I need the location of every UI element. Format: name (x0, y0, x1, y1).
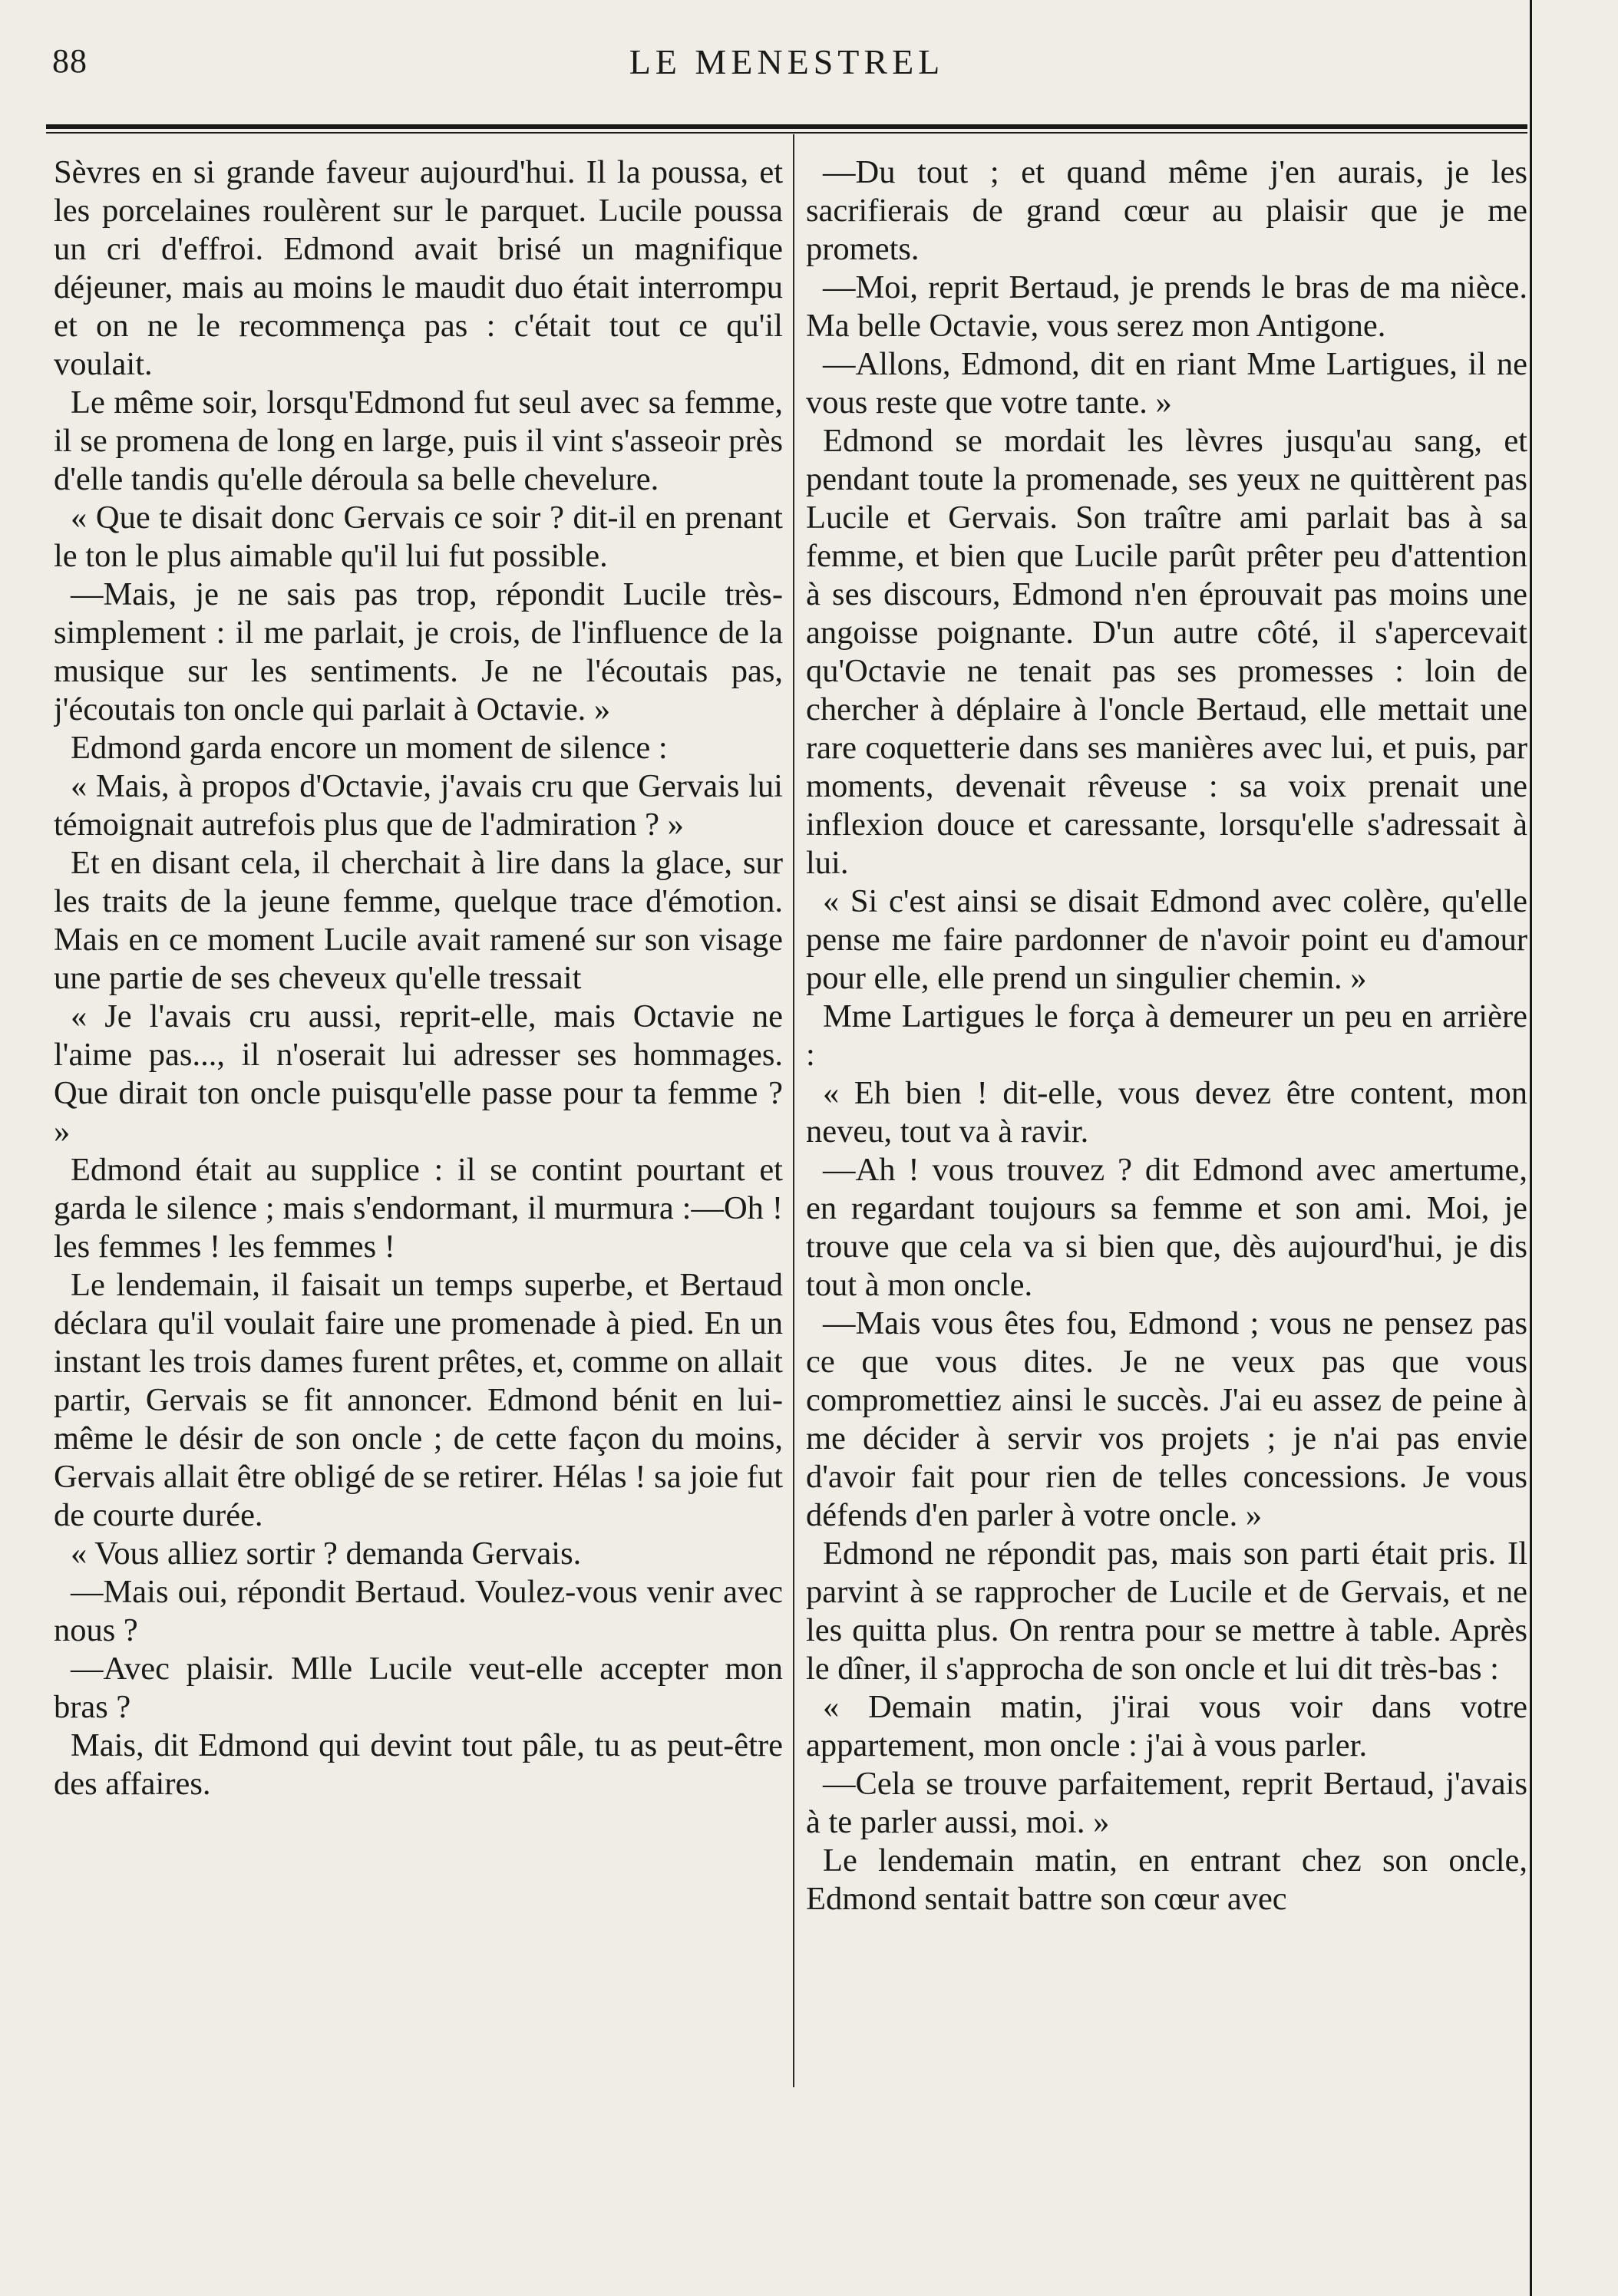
paragraph: Le lendemain, il faisait un temps superbe, et Bertaud déclara qu'il voulait faire une promenade à pied. En un instant les trois dames furent prêtes, et, comme on allait partir, Gervais se fit annoncer. Edmond bénit en lui-même le désir de son oncle ; de cette façon du moins, Gervais allait être obligé de se retirer. Hélas ! sa joie fut de courte durée. (54, 1267, 783, 1533)
page-number: 88 (52, 42, 88, 80)
journal-title: LE MENESTREL (629, 42, 945, 81)
paragraph: Edmond garda encore un moment de silence : (71, 730, 668, 766)
paragraph: Sèvres en si grande faveur aujourd'hui. Il la poussa, et les porcelaines roulèrent sur le parquet. Lucile poussa un cri d'effroi. Edmond avait brisé un magnifique déjeuner, mais au moins le maudit duo était interrompu et on ne le recommença pas : c'était tout ce qu'il voulait. (54, 154, 783, 382)
paragraph: Le même soir, lorsqu'Edmond fut seul avec sa femme, il se promena de long en large, puis il vint s'asseoir près d'elle tandis qu'elle déroula sa belle chevelure. (54, 384, 783, 497)
paragraph: —Moi, reprit Bertaud, je prends le bras de ma nièce. Ma belle Octavie, vous serez mon Antigone. (806, 269, 1527, 344)
paragraph: —Du tout ; et quand même j'en aurais, je les sacrifierais de grand cœur au plaisir que je me promets. (806, 154, 1527, 267)
paragraph: Le lendemain matin, en entrant chez son oncle, Edmond sentait battre son cœur avec (806, 1842, 1527, 1917)
paragraph: Mais, dit Edmond qui devint tout pâle, tu as peut-être des affaires. (54, 1727, 783, 1802)
paragraph: « Eh bien ! dit-elle, vous devez être content, mon neveu, tout va à ravir. (806, 1075, 1527, 1150)
paragraph: —Allons, Edmond, dit en riant Mme Lartigues, il ne vous reste que votre tante. » (806, 346, 1527, 421)
paragraph: —Ah ! vous trouvez ? dit Edmond avec amertume, en regardant toujours sa femme et son ami. Moi, je trouve que cela va si bien que, dès aujourd'hui, je dis tout à mon oncle. (806, 1152, 1527, 1303)
paragraph: —Cela se trouve parfaitement, reprit Bertaud, j'avais à te parler aussi, moi. » (806, 1766, 1527, 1840)
paragraph: —Mais oui, répondit Bertaud. Voulez-vous venir avec nous ? (54, 1574, 783, 1648)
right-column (806, 153, 1527, 2164)
paragraph: —Mais, je ne sais pas trop, répondit Lucile très-simplement : il me parlait, je crois, de l'influence de la musique sur les sentiments. Je ne l'écoutais pas, j'écoutais ton oncle qui parlait à Octavie. » (54, 576, 783, 727)
paragraph: « Mais, à propos d'Octavie, j'avais cru que Gervais lui témoignait autrefois plus que de l'admiration ? » (54, 768, 783, 843)
paragraph: —Avec plaisir. Mlle Lucile veut-elle accepter mon bras ? (54, 1651, 783, 1725)
paragraph: Edmond se mordait les lèvres jusqu'au sang, et pendant toute la promenade, ses yeux ne quittèrent pas Lucile et Gervais. Son traître ami parlait bas à sa femme, et bien que Lucile parût prêter peu d'attention à ses discours, Edmond n'en éprouvait pas moins une angoisse poignante. D'un autre côté, il s'apercevait qu'Octavie ne tenait pas ses promesses : loin de chercher à déplaire à l'oncle Bertaud, elle mettait une rare coquetterie dans ses manières avec lui, et puis, par moments, devenait rêveuse : sa voix prenait une inflexion douce et caressante, lorsqu'elle s'adressait à lui. (806, 423, 1527, 881)
column-divider (793, 134, 794, 2087)
header-rule (46, 124, 1527, 129)
paragraph: « Demain matin, j'irai vous voir dans votre appartement, mon oncle : j'ai à vous parler. (806, 1689, 1527, 1763)
page-edge-line (1530, 0, 1532, 2296)
paragraph: —Mais vous êtes fou, Edmond ; vous ne pensez pas ce que vous dites. Je ne veux pas que vous compromettiez ainsi le succès. J'ai eu assez de peine à me décider à servir vos projets ; je n'ai pas envie d'avoir fait pour rien de telles concessions. Je vous défends d'en parler à votre oncle. » (806, 1305, 1527, 1533)
paragraph: « Que te disait donc Gervais ce soir ? dit-il en prenant le ton le plus aimable qu'il lui fut possible. (54, 500, 783, 574)
paragraph: Edmond était au supplice : il se contint pourtant et garda le silence ; mais s'endormant, il murmura :—Oh ! les femmes ! les femmes ! (54, 1152, 783, 1265)
paragraph: « Je l'avais cru aussi, reprit-elle, mais Octavie ne l'aime pas..., il n'oserait lui adresser ses hommages. Que dirait ton oncle puisqu'elle passe pour ta femme ? » (54, 998, 783, 1150)
left-column (54, 153, 783, 2164)
page-header (46, 37, 1527, 83)
paragraph: Edmond ne répondit pas, mais son parti était pris. Il parvint à se rapprocher de Lucile et de Gervais, et ne les quitta plus. On rentra pour se mettre à table. Après le dîner, il s'approcha de son oncle et lui dit très-bas : (806, 1536, 1527, 1687)
paragraph: Et en disant cela, il cherchait à lire dans la glace, sur les traits de la jeune femme, quelque trace d'émotion. Mais en ce moment Lucile avait ramené sur son visage une partie de ses cheveux qu'elle tressait (54, 845, 783, 996)
header-rule-thin (46, 132, 1527, 134)
paragraph: Mme Lartigues le força à demeurer un peu en arrière : (806, 998, 1527, 1073)
paragraph: « Si c'est ainsi se disait Edmond avec colère, qu'elle pense me faire pardonner de n'avoir point eu d'amour pour elle, elle prend un singulier chemin. » (806, 883, 1527, 996)
paragraph: « Vous alliez sortir ? demanda Gervais. (71, 1536, 582, 1572)
